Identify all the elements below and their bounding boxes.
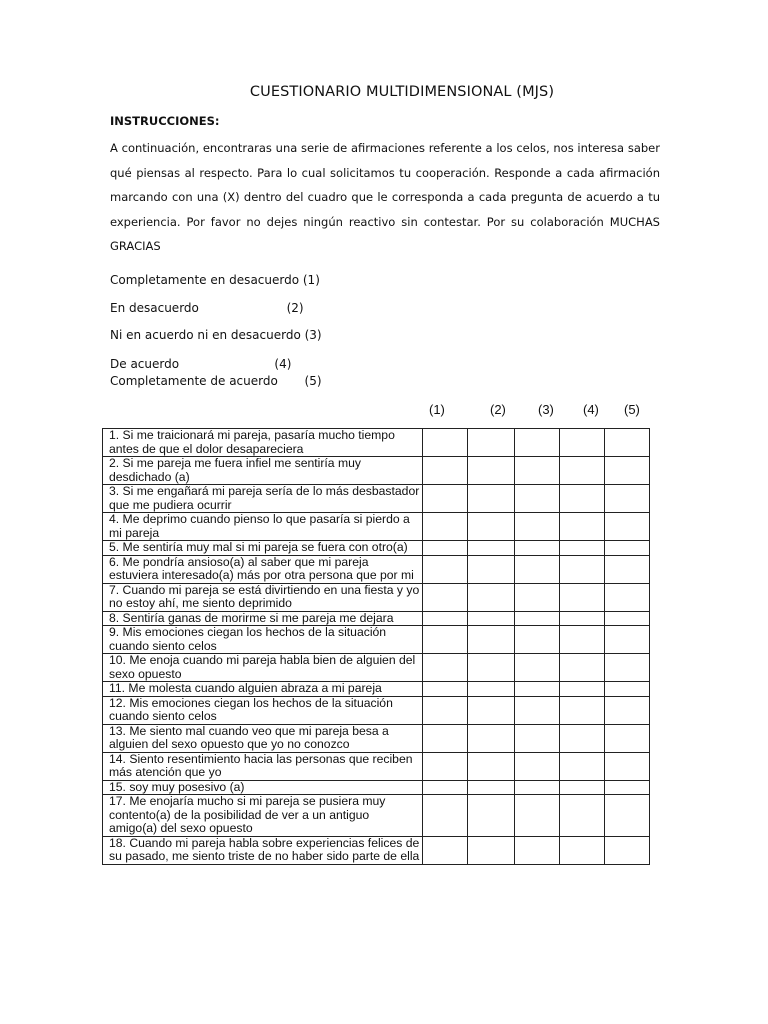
answer-box-5[interactable]: [605, 583, 650, 611]
answer-box-5[interactable]: [605, 555, 650, 583]
answer-box-1[interactable]: [423, 836, 468, 864]
answer-box-3[interactable]: [515, 555, 560, 583]
answer-box-5[interactable]: [605, 457, 650, 485]
answer-box-4[interactable]: [560, 696, 605, 724]
answer-box-2[interactable]: [468, 724, 515, 752]
answer-box-2[interactable]: [468, 541, 515, 556]
answer-box-3[interactable]: [515, 429, 560, 457]
table-row: [103, 611, 650, 626]
table-row: [103, 513, 650, 541]
answer-box-5[interactable]: [605, 682, 650, 697]
answer-box-3[interactable]: [515, 626, 560, 654]
answer-box-5[interactable]: [605, 513, 650, 541]
page-title: CUESTIONARIO MULTIDIMENSIONAL (MJS): [249, 84, 555, 100]
question-text: 9. Mis emociones ciegan los hechos de la situación cuando siento celos: [103, 626, 423, 654]
answer-box-4[interactable]: [560, 541, 605, 556]
answer-box-4[interactable]: [560, 724, 605, 752]
answer-box-3[interactable]: [515, 682, 560, 697]
table-row: [103, 583, 650, 611]
instructions-text: A continuación, encontraras una serie de afirmaciones referente a los celos, nos interesa saber qué piensas al respecto. Para lo cual solicitamos tu cooperación. Responde a cada afirmación marcando con una (X) dentro del cuadro que le corresponda a cada pregunta de acuerdo a tu experiencia. Por favor no dejes ningún reactivo sin contestar. Por su colaboración MUCHAS GRACIAS: [110, 141, 660, 253]
question-text: 17. Me enojaría mucho si mi pareja se pusiera muy contento(a) de la posibilidad de ver a un antiguo amigo(a) del sexo opuesto: [103, 795, 423, 837]
answer-box-2[interactable]: [468, 429, 515, 457]
answer-box-5[interactable]: [605, 696, 650, 724]
answer-box-3[interactable]: [515, 541, 560, 556]
answer-box-3[interactable]: [515, 696, 560, 724]
question-text: 11. Me molesta cuando alguien abraza a mi pareja: [103, 682, 423, 697]
table-row: [103, 555, 650, 583]
table-row: [103, 682, 650, 697]
column-header-1: (1): [429, 402, 445, 417]
answer-box-2[interactable]: [468, 654, 515, 682]
answer-box-3[interactable]: [515, 836, 560, 864]
answer-box-1[interactable]: [423, 429, 468, 457]
answer-box-2[interactable]: [468, 611, 515, 626]
answer-box-1[interactable]: [423, 752, 468, 780]
table-row: [103, 724, 650, 752]
table-row: [103, 457, 650, 485]
answer-box-1[interactable]: [423, 583, 468, 611]
question-text: 13. Me siento mal cuando veo que mi pareja besa a alguien del sexo opuesto que yo no conozco: [103, 724, 423, 752]
answer-box-3[interactable]: [515, 611, 560, 626]
scale-item-2: En desacuerdo (2): [110, 301, 304, 315]
question-text: 14. Siento resentimiento hacia las personas que reciben más atención que yo: [103, 752, 423, 780]
answer-box-3[interactable]: [515, 724, 560, 752]
column-header-2: (2): [490, 402, 506, 417]
column-header-4: (4): [583, 402, 599, 417]
answer-box-1[interactable]: [423, 780, 468, 795]
answer-box-1[interactable]: [423, 611, 468, 626]
answer-box-2[interactable]: [468, 457, 515, 485]
answer-box-2[interactable]: [468, 752, 515, 780]
answer-box-4[interactable]: [560, 485, 605, 513]
answer-box-2[interactable]: [468, 696, 515, 724]
column-header-5: (5): [624, 402, 640, 417]
answer-box-5[interactable]: [605, 485, 650, 513]
table-row: [103, 541, 650, 556]
answer-box-5[interactable]: [605, 611, 650, 626]
question-text: 6. Me pondría ansioso(a) al saber que mi pareja estuviera interesado(a) más por otra persona que por mi: [103, 555, 423, 583]
answer-box-1[interactable]: [423, 555, 468, 583]
answer-box-3[interactable]: [515, 795, 560, 837]
question-text: 8. Sentiría ganas de morirme si me pareja me dejara: [103, 611, 423, 626]
scale-item-5: Completamente de acuerdo (5): [110, 374, 322, 388]
answer-box-1[interactable]: [423, 724, 468, 752]
answer-box-5[interactable]: [605, 836, 650, 864]
answer-box-4[interactable]: [560, 429, 605, 457]
answer-box-5[interactable]: [605, 780, 650, 795]
instructions-heading: INSTRUCCIONES:: [110, 114, 220, 128]
answer-box-5[interactable]: [605, 724, 650, 752]
answer-box-4[interactable]: [560, 780, 605, 795]
answer-box-3[interactable]: [515, 513, 560, 541]
question-text: 18. Cuando mi pareja habla sobre experiencias felices de su pasado, me siento triste de no haber sido parte de ella: [103, 836, 423, 864]
answer-box-4[interactable]: [560, 682, 605, 697]
question-text: 5. Me sentiría muy mal si mi pareja se fuera con otro(a): [103, 541, 423, 556]
answer-box-2[interactable]: [468, 795, 515, 837]
column-header-3: (3): [538, 402, 554, 417]
table-row: [103, 429, 650, 457]
answer-box-3[interactable]: [515, 583, 560, 611]
answer-box-1[interactable]: [423, 626, 468, 654]
answer-box-4[interactable]: [560, 654, 605, 682]
question-text: 3. Si me engañará mi pareja sería de lo más desbastador que me pudiera ocurrir: [103, 485, 423, 513]
answer-box-1[interactable]: [423, 513, 468, 541]
answer-box-2[interactable]: [468, 583, 515, 611]
table-row: [103, 795, 650, 837]
answer-box-5[interactable]: [605, 429, 650, 457]
answer-box-1[interactable]: [423, 795, 468, 837]
answer-box-5[interactable]: [605, 795, 650, 837]
answer-box-5[interactable]: [605, 626, 650, 654]
table-row: [103, 654, 650, 682]
answer-box-1[interactable]: [423, 682, 468, 697]
answer-box-2[interactable]: [468, 555, 515, 583]
question-text: 7. Cuando mi pareja se está divirtiendo en una fiesta y yo no estoy ahí, me siento deprimido: [103, 583, 423, 611]
answer-box-2[interactable]: [468, 836, 515, 864]
answer-box-5[interactable]: [605, 654, 650, 682]
question-text: 4. Me deprimo cuando pienso lo que pasaría si pierdo a mi pareja: [103, 513, 423, 541]
answer-box-2[interactable]: [468, 626, 515, 654]
question-text: 15. soy muy posesivo (a): [103, 780, 423, 795]
answer-box-1[interactable]: [423, 696, 468, 724]
answer-box-1[interactable]: [423, 654, 468, 682]
answer-box-3[interactable]: [515, 780, 560, 795]
answer-box-3[interactable]: [515, 485, 560, 513]
scale-item-1: Completamente en desacuerdo (1): [110, 273, 320, 287]
table-row: [103, 780, 650, 795]
scale-item-4: De acuerdo (4): [110, 357, 292, 371]
question-text: 10. Me enoja cuando mi pareja habla bien de alguien del sexo opuesto: [103, 654, 423, 682]
answer-box-1[interactable]: [423, 457, 468, 485]
table-row: [103, 836, 650, 864]
table-row: [103, 696, 650, 724]
questionnaire-table: [102, 428, 650, 865]
answer-box-1[interactable]: [423, 485, 468, 513]
question-text: 2. Si me pareja me fuera infiel me sentiría muy desdichado (a): [103, 457, 423, 485]
answer-box-2[interactable]: [468, 780, 515, 795]
question-text: 1. Si me traicionará mi pareja, pasaría mucho tiempo antes de que el dolor desapareciera: [103, 429, 423, 457]
answer-box-5[interactable]: [605, 541, 650, 556]
question-text: 12. Mis emociones ciegan los hechos de la situación cuando siento celos: [103, 696, 423, 724]
answer-box-4[interactable]: [560, 583, 605, 611]
answer-box-4[interactable]: [560, 555, 605, 583]
answer-box-1[interactable]: [423, 541, 468, 556]
answer-box-3[interactable]: [515, 457, 560, 485]
table-row: [103, 752, 650, 780]
answer-box-4[interactable]: [560, 513, 605, 541]
answer-box-4[interactable]: [560, 836, 605, 864]
answer-box-3[interactable]: [515, 654, 560, 682]
answer-box-4[interactable]: [560, 611, 605, 626]
scale-item-3: Ni en acuerdo ni en desacuerdo (3): [110, 328, 322, 342]
answer-box-4[interactable]: [560, 457, 605, 485]
answer-box-2[interactable]: [468, 485, 515, 513]
table-row: [103, 626, 650, 654]
answer-box-4[interactable]: [560, 752, 605, 780]
answer-box-3[interactable]: [515, 752, 560, 780]
answer-box-4[interactable]: [560, 626, 605, 654]
answer-box-2[interactable]: [468, 513, 515, 541]
answer-box-2[interactable]: [468, 682, 515, 697]
answer-box-4[interactable]: [560, 795, 605, 837]
answer-box-5[interactable]: [605, 752, 650, 780]
table-row: [103, 485, 650, 513]
